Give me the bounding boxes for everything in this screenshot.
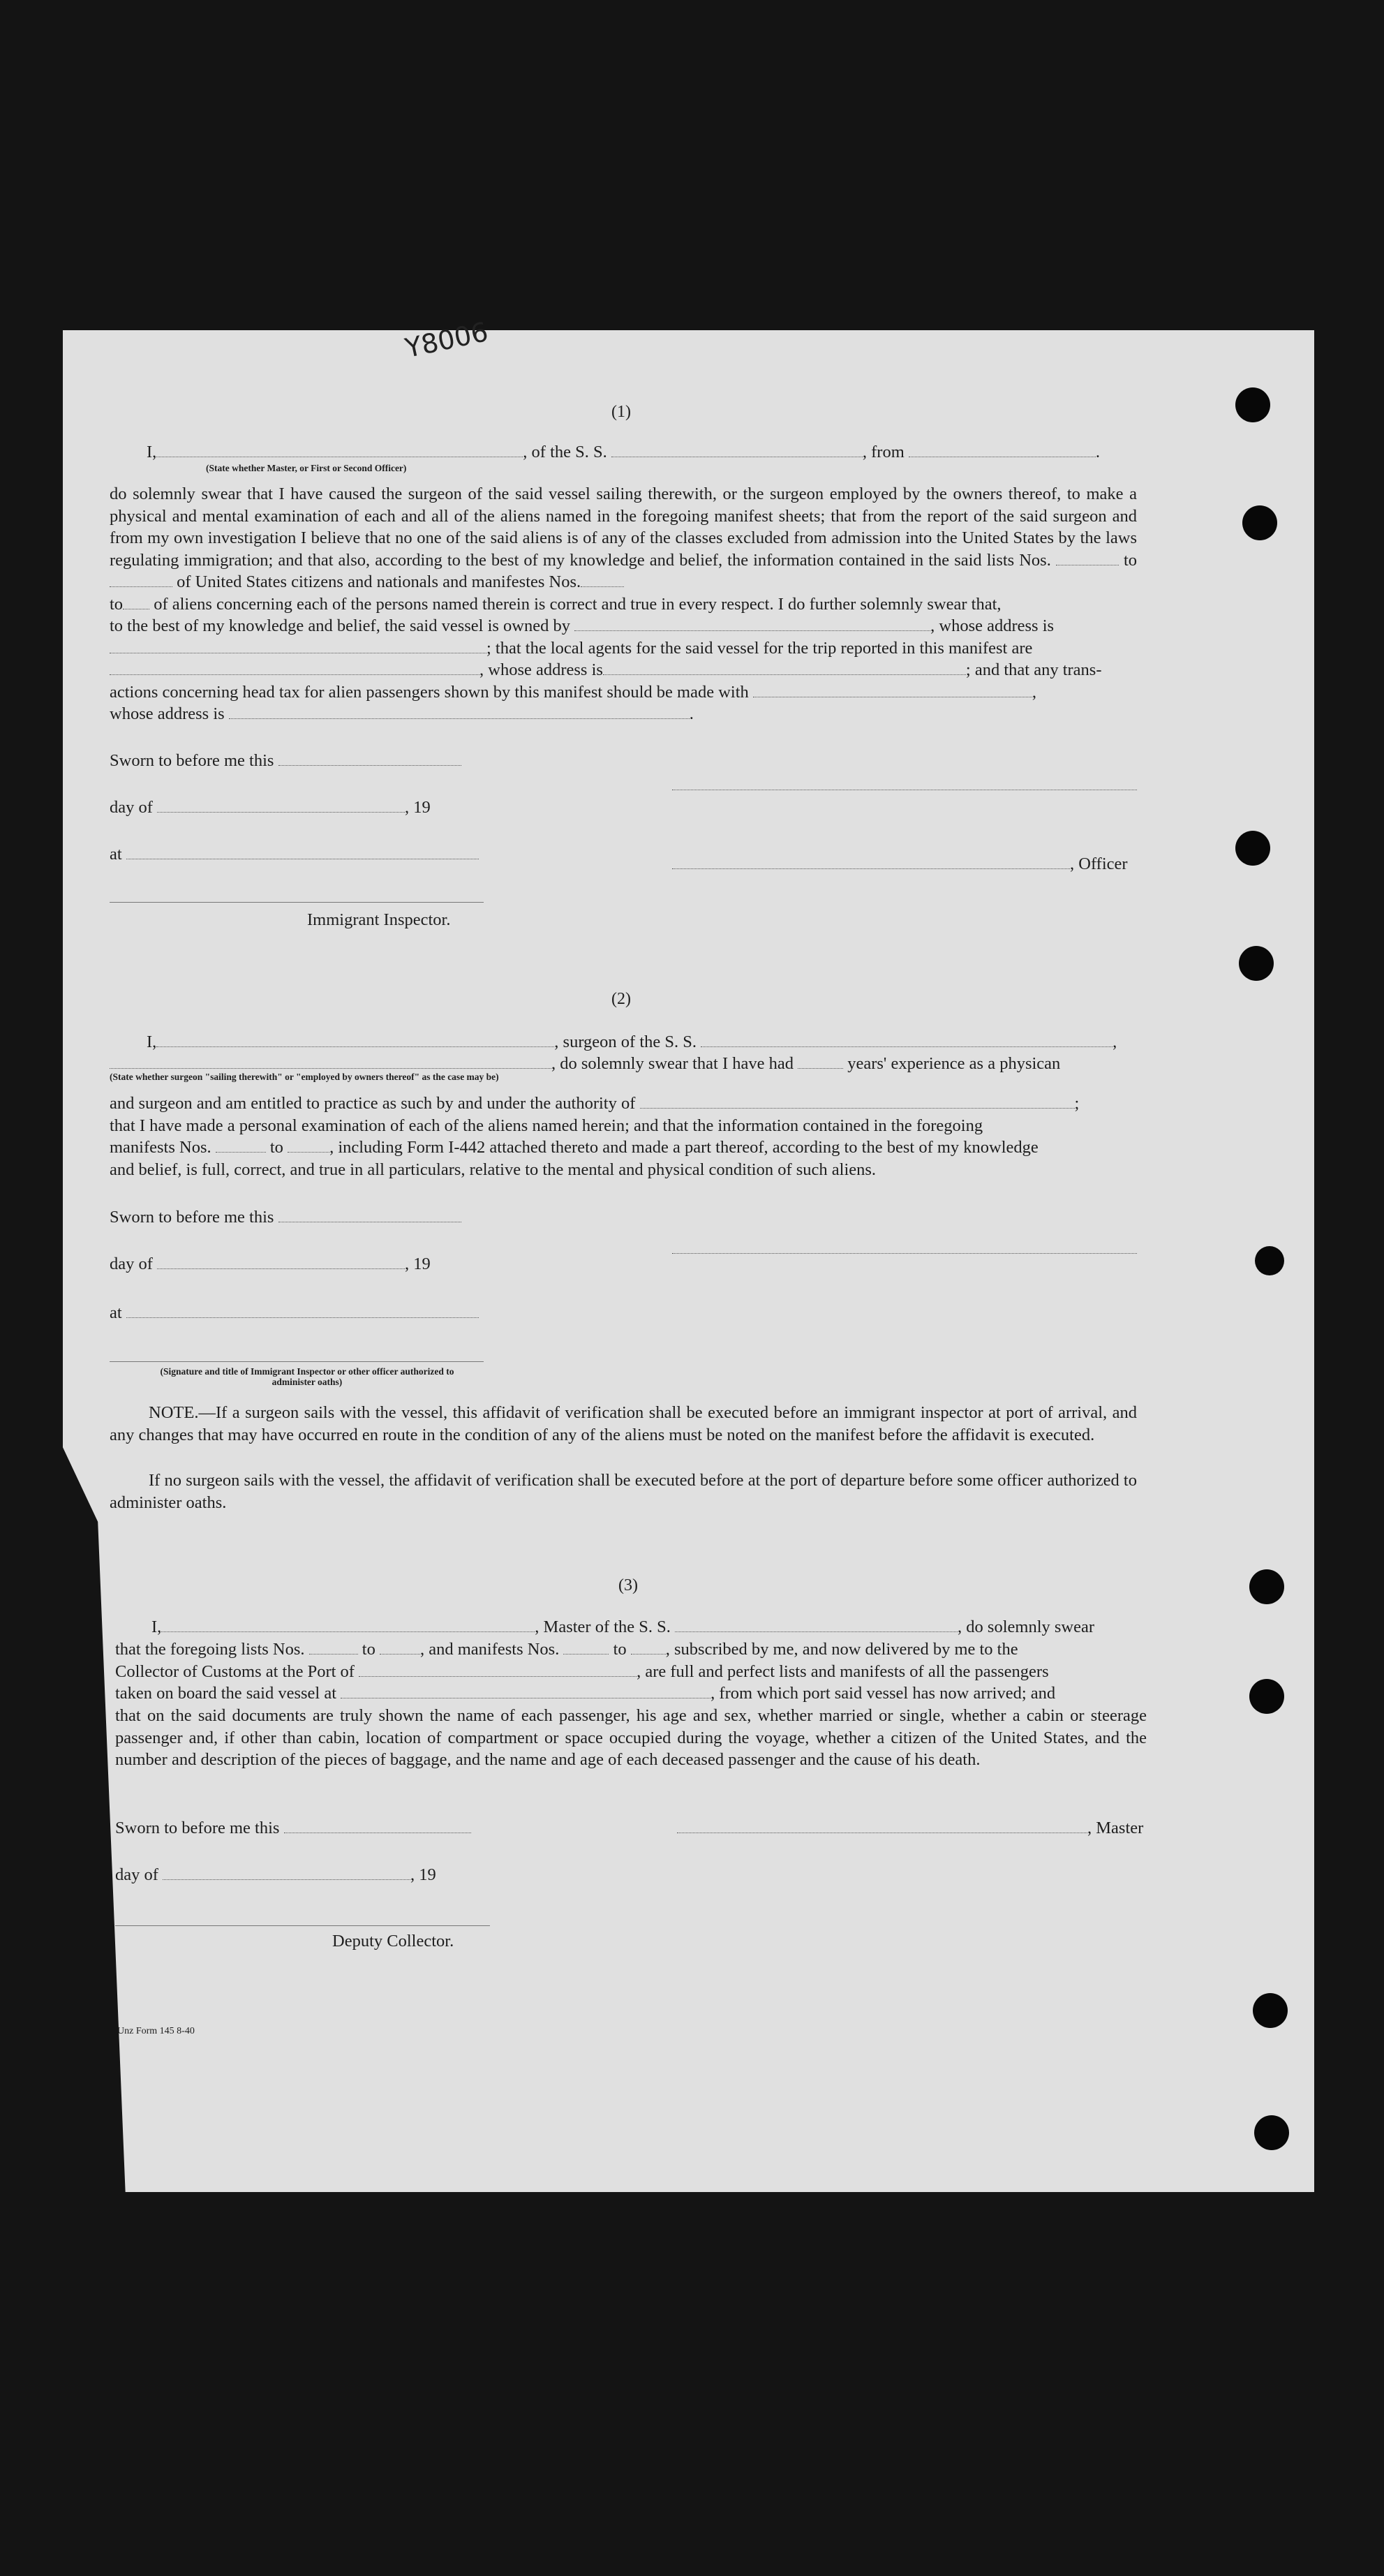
s2-day-of: day of , 19 xyxy=(110,1254,431,1273)
s1-of-ss: , of the S. S. xyxy=(523,443,607,461)
s1-sworn-field[interactable] xyxy=(278,751,461,766)
s2-signature-line[interactable] xyxy=(672,1253,1137,1254)
punch-hole xyxy=(1249,1679,1284,1714)
s2-at-field[interactable] xyxy=(126,1303,479,1318)
s2-line1: I, , surgeon of the S. S. , xyxy=(147,1032,1117,1051)
s2-note-2: If no surgeon sails with the vessel, the affidavit of verification shall be executed before at the port of departure before some officer authorized to administer oaths. xyxy=(110,1471,1137,1512)
s2-at: at xyxy=(110,1302,479,1324)
s3-master-name-field[interactable] xyxy=(161,1618,535,1632)
s3-vessel-field[interactable] xyxy=(675,1618,958,1632)
s3-day-field[interactable] xyxy=(163,1865,410,1880)
s1-agents-address-field[interactable] xyxy=(603,660,966,675)
section-3-number: (3) xyxy=(618,1576,638,1594)
s2-sworn: Sworn to before me this xyxy=(110,1206,461,1228)
s2-vessel-field[interactable] xyxy=(701,1032,1113,1047)
punch-hole xyxy=(1235,387,1270,422)
s1-sworn: Sworn to before me this xyxy=(110,750,461,771)
punch-hole xyxy=(1253,1993,1288,2028)
s3-port-field[interactable] xyxy=(359,1662,637,1677)
s2-line2: , do solemnly swear that I have had years' experience as a physican xyxy=(110,1053,1060,1074)
s1-inspector-line[interactable] xyxy=(110,902,484,903)
s2-years-field[interactable] xyxy=(798,1054,843,1069)
s1-headtax-address-field[interactable] xyxy=(229,704,690,719)
s2-state-note: (State whether surgeon "sailing therewith" or "employed by owners thereof" as the case may be) xyxy=(110,1072,499,1082)
s1-officer-signature: , Officer xyxy=(672,853,1128,875)
s1-vessel-field[interactable] xyxy=(611,443,863,457)
s2-day-field[interactable] xyxy=(157,1254,405,1269)
s3-paragraph: that on the said documents are truly shown the name of each passenger, his age and sex, whether married or single, whether a cabin or steerage passenger and, if other than cabin, location of compartment or space occupied during the voyage, whether a citizen of the United States, and the number and description of the pieces of baggage, and the name and age of each deceased passenger and the cause of his death. xyxy=(115,1706,1147,1769)
s1-inspector-label: Immigrant Inspector. xyxy=(307,910,451,929)
s1-i: I, xyxy=(147,443,157,461)
s3-manifests-from-field[interactable] xyxy=(563,1640,609,1655)
s2-sworn-field[interactable] xyxy=(278,1208,461,1222)
s2-paragraph: and surgeon and am entitled to practice as such by and under the authority of ; that I have made a personal examination of each of the aliens named herein; and that the information contained in the foregoing manifests Nos. to , including Form I-442 attached thereto and made a part thereof, according to the best of my knowledge and belief, is full, correct, and true in all particulars, relative to the mental and physical condition of such aliens. xyxy=(110,1094,1080,1179)
s1-agents-field[interactable] xyxy=(110,660,479,675)
s3-master-sign-field[interactable] xyxy=(677,1819,1087,1833)
s1-lists-from-field[interactable] xyxy=(1056,551,1119,565)
punch-hole xyxy=(1242,505,1277,540)
s1-officer-sign-field[interactable] xyxy=(672,854,1070,869)
s1-from-field[interactable] xyxy=(909,443,1096,457)
s3-lists-from-field[interactable] xyxy=(309,1640,358,1655)
s1-from: , from xyxy=(862,443,905,461)
s3-lists-to-field[interactable] xyxy=(380,1640,420,1655)
punch-hole xyxy=(1255,1246,1284,1275)
punch-hole xyxy=(1254,2115,1289,2150)
s2-sailing-field[interactable] xyxy=(110,1054,551,1069)
s3-boarded-at-field[interactable] xyxy=(341,1684,710,1698)
s1-at: at xyxy=(110,843,479,865)
s1-state-note: (State whether Master, or First or Second Officer) xyxy=(206,463,407,473)
s1-manifests-from-field[interactable] xyxy=(581,572,624,587)
form-number: Unz Form 145 8-40 xyxy=(117,2026,195,2036)
s1-lists-to-field[interactable] xyxy=(110,572,172,587)
punch-hole xyxy=(1235,831,1270,866)
s3-manifests-to-field[interactable] xyxy=(631,1640,666,1655)
punch-hole xyxy=(1249,1569,1284,1604)
s3-collector-label: Deputy Collector. xyxy=(332,1932,454,1950)
s2-manifest-from-field[interactable] xyxy=(216,1138,266,1153)
s1-line1: I, , of the S. S. , from . xyxy=(147,443,1101,461)
s1-day-of: day of , 19 xyxy=(110,798,431,817)
s1-officer-field[interactable] xyxy=(156,443,523,457)
s2-manifest-to-field[interactable] xyxy=(288,1138,329,1153)
section-1-number: (1) xyxy=(611,403,631,421)
s1-owner-address-field[interactable] xyxy=(110,639,486,653)
s3-sworn-field[interactable] xyxy=(284,1819,471,1833)
s3-day-of: day of , 19 xyxy=(115,1865,436,1884)
s1-paragraph: do solemnly swear that I have caused the surgeon of the said vessel sailing therewith, or the surgeon employed by the owners thereof, to make a physical and mental examination of each and all of the aliens named in the foregoing manifest sheets; that from the report of the said surgeon and from my own investigation I believe that no one of the said aliens is of any of the classes excluded from admission into the United States by the laws regulating immigration; and that also, according to the best of my knowledge and belief, the information contained in the said lists Nos. to of United States citizens and nationals and manifestes Nos. to of aliens concerning each of the persons named therein is correct and true in every respect. I do further solemnly swear that, to the best of my knowledge and belief, the said vessel is owned by , whose address is ; that the local agents for the said vessel for the trip reported in this manifest are , whose address is ; and that any trans- actions concerning head tax for alien passengers shown by this manifest should be made with , whose address is . xyxy=(110,484,1137,723)
s3-line1: I, , Master of the S. S. , do solemnly swear xyxy=(151,1618,1095,1636)
s2-authority-field[interactable] xyxy=(640,1094,1075,1109)
s3-master-signature: , Master xyxy=(677,1817,1143,1839)
s3-sworn: Sworn to before me this xyxy=(115,1817,471,1839)
s2-inspector-line[interactable] xyxy=(110,1361,484,1362)
s1-day-field[interactable] xyxy=(157,798,405,813)
s2-note: NOTE.—If a surgeon sails with the vessel, this affidavit of verification shall be executed before an immigrant inspector at port of arrival, and any changes that may have occurred en route in the condition of any of the aliens must be noted on the manifest before the affidavit is executed. xyxy=(110,1403,1137,1444)
s2-signature-note: (Signature and title of Immigrant Inspector or other officer authorized to administer oaths) xyxy=(160,1366,454,1387)
s1-headtax-field[interactable] xyxy=(753,683,1032,697)
s1-manifests-to-field[interactable] xyxy=(123,595,149,609)
punch-hole xyxy=(1239,946,1274,981)
handwritten-mark: Y8006 xyxy=(402,316,491,364)
s3-paragraph-lines: that the foregoing lists Nos. to , and manifests Nos. to , subscribed by me, and now delivered by me to the Collector of Customs at the Port of , are full and perfect lists and manifests of all the passengers taken on board the said vessel at , from which port said vessel has now arrived; and xyxy=(115,1640,1056,1703)
s1-owner-field[interactable] xyxy=(574,616,930,631)
section-2-number: (2) xyxy=(611,990,631,1008)
s3-collector-line[interactable] xyxy=(115,1925,490,1926)
s2-surgeon-name-field[interactable] xyxy=(156,1032,554,1047)
s1-at-field[interactable] xyxy=(126,845,479,859)
